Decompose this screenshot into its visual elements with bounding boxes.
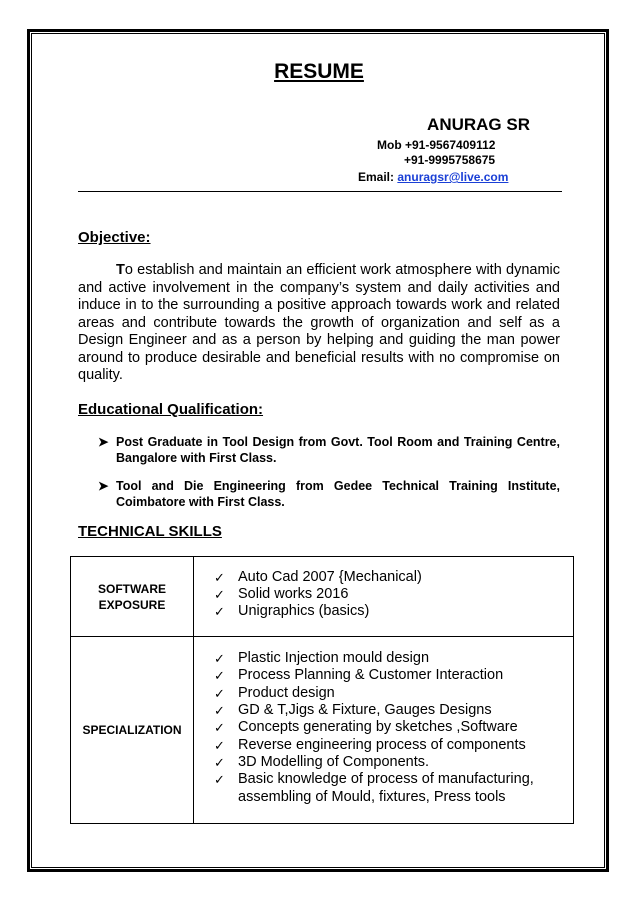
specialization-label: SPECIALIZATION	[71, 637, 194, 824]
list-item: ✓ Product design	[214, 684, 335, 701]
checkmark-icon: ✓	[214, 586, 225, 602]
skills-table	[70, 556, 574, 824]
technical-skills-heading: TECHNICAL SKILLS	[78, 523, 222, 540]
checkmark-icon: ✓	[214, 685, 225, 701]
education-item	[98, 478, 560, 510]
checkmark-icon: ✓	[214, 772, 225, 788]
email-line	[358, 170, 508, 184]
list-item: ✓ Concepts generating by sketches ,Software	[214, 719, 518, 736]
checkmark-icon: ✓	[214, 720, 225, 736]
software-list	[194, 569, 573, 621]
arrow-bullet-icon: ➤	[98, 479, 109, 493]
list-item: ✓ Plastic Injection mould design	[214, 650, 430, 667]
specialization-list	[194, 650, 573, 806]
email-label: Email:	[358, 170, 395, 184]
list-item: ✓ GD & T,Jigs & Fixture, Gauges Designs	[214, 702, 492, 719]
objective-text	[78, 262, 560, 385]
table-row-software	[71, 557, 574, 637]
list-item: ✓ 3D Modelling of Components.	[214, 753, 430, 770]
specialization-items-cell	[194, 637, 574, 824]
table-row-specialization	[71, 637, 574, 824]
phone-1: +91-9567409112	[405, 138, 496, 152]
mobile-label: Mob	[377, 138, 402, 152]
checkmark-icon: ✓	[214, 569, 225, 585]
list-item: ✓ Process Planning & Customer Interaction	[214, 667, 504, 684]
objective-heading: Objective:	[78, 229, 151, 246]
software-items-cell	[194, 557, 574, 637]
education-item	[98, 434, 560, 466]
phone-line-1	[377, 138, 495, 152]
arrow-bullet-icon: ➤	[98, 435, 109, 449]
checkmark-icon: ✓	[214, 651, 225, 667]
education-item-text: Post Graduate in Tool Design from Govt. Tool Room and Training Centre, Bangalore with First Class.	[116, 435, 560, 465]
list-item: ✓ Reverse engineering process of components	[214, 736, 526, 753]
list-item: ✓ Basic knowledge of process of manufacturing, assembling of Mould, fixtures, Press tools	[214, 771, 534, 805]
checkmark-icon: ✓	[214, 604, 225, 620]
checkmark-icon: ✓	[214, 668, 225, 684]
header-divider	[78, 191, 562, 192]
list-item: ✓ Unigraphics (basics)	[214, 603, 370, 620]
software-exposure-label: SOFTWARE EXPOSURE	[71, 557, 194, 637]
list-item: ✓ Auto Cad 2007 {Mechanical)	[214, 568, 422, 585]
checkmark-icon: ✓	[214, 703, 225, 719]
candidate-name: ANURAG SR	[427, 115, 530, 134]
objective-first-letter: T	[116, 262, 125, 278]
phone-2: +91-9995758675	[404, 153, 496, 167]
education-heading: Educational Qualification:	[78, 401, 264, 418]
email-link[interactable]: anuragsr@live.com	[397, 170, 509, 184]
checkmark-icon: ✓	[214, 737, 225, 753]
resume-title: RESUME	[274, 60, 364, 83]
objective-body: o establish and maintain an efficient work atmosphere with dynamic and active involvement in the company’s system and daily activities and induce in to the surrounding a positive approach towards work and related areas and contribute towards the growth of organization and self as a Design Engineer and as a person by helping and guiding the man power around to produce desirable and beneficial results with no compromise on quality.	[78, 262, 560, 383]
checkmark-icon: ✓	[214, 754, 225, 770]
education-item-text: Tool and Die Engineering from Gedee Technical Training Institute, Coimbatore with First Class.	[116, 479, 560, 509]
list-item: ✓ Solid works 2016	[214, 585, 349, 602]
